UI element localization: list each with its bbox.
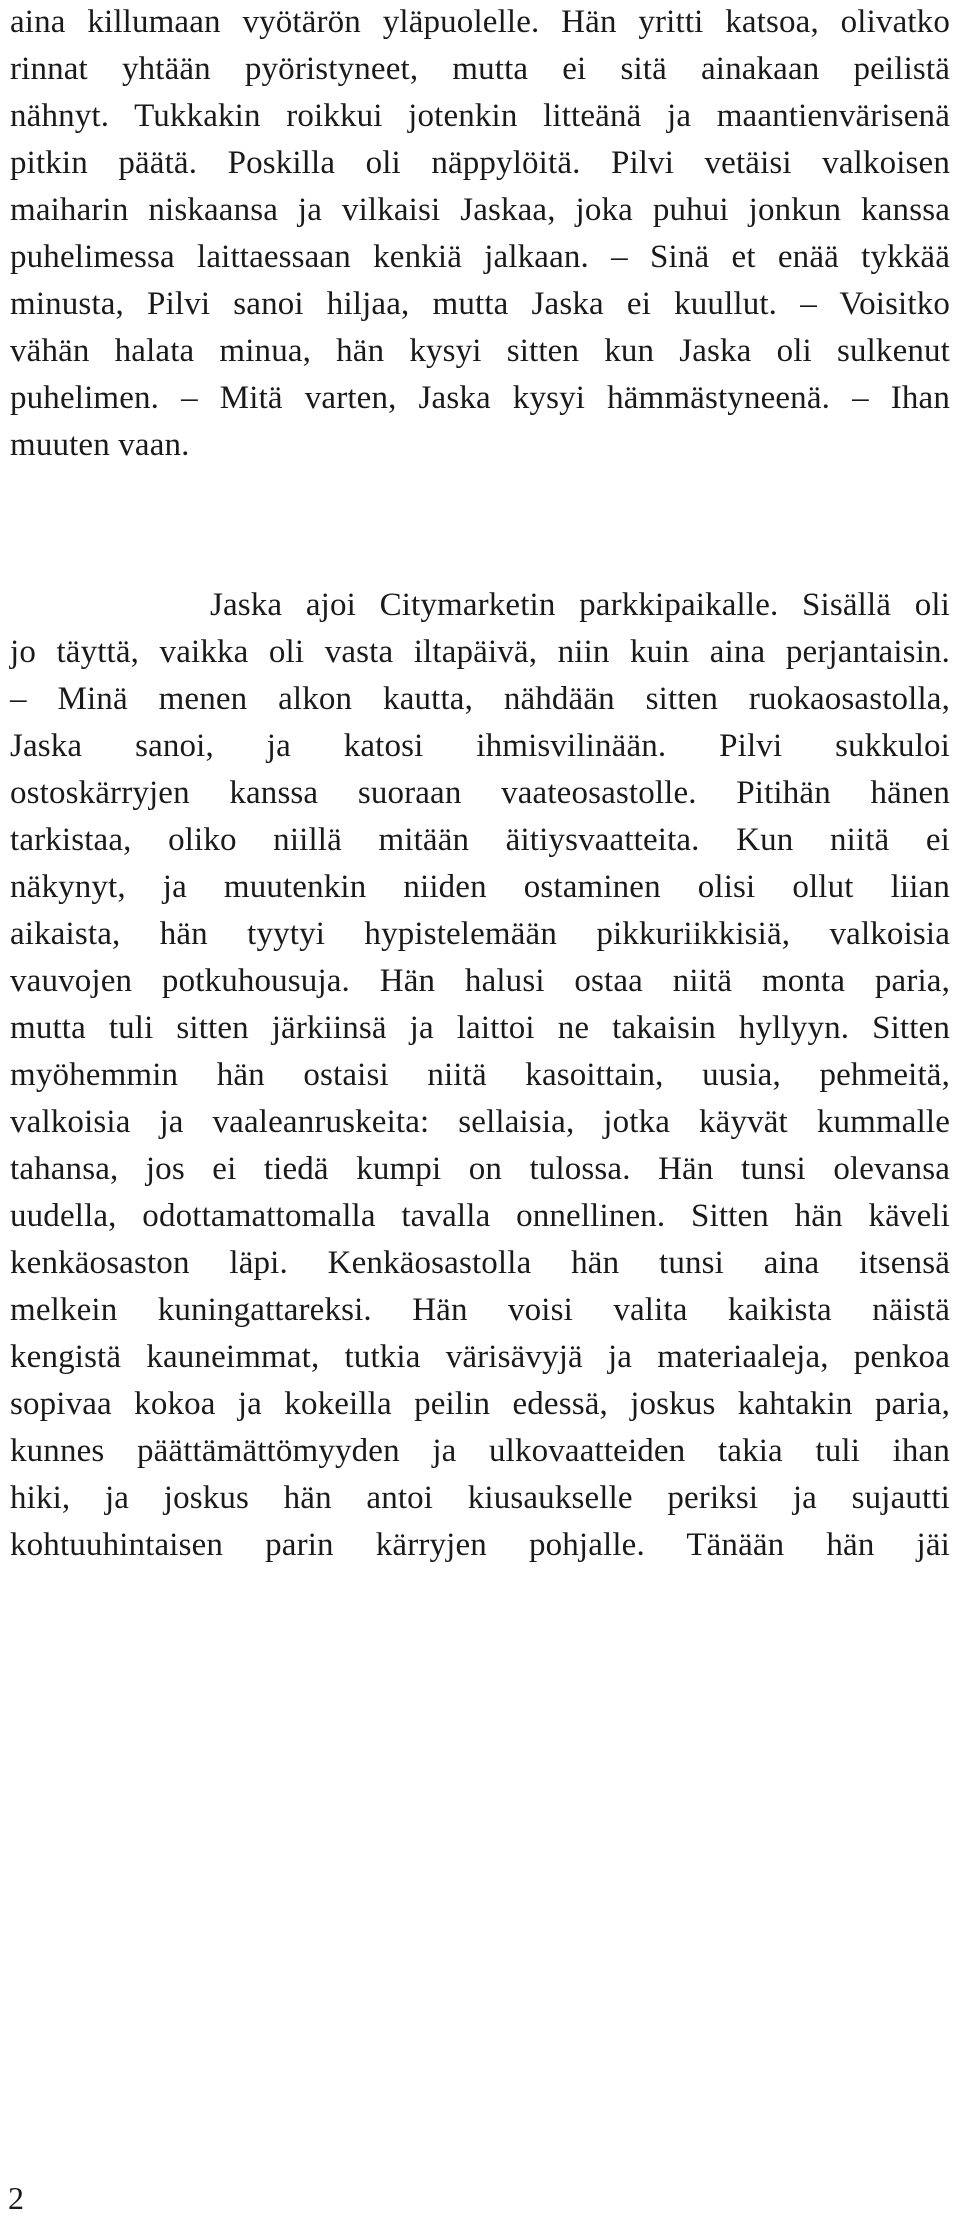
text-line: Jaska ajoi Citymarketin parkkipaikalle. Sisällä oli [210,587,950,623]
text-line: aikaista, hän tyytyi hypistelemään pikkuriikkisiä, valkoisia [10,916,950,952]
text-line: maiharin niskaansa ja vilkaisi Jaskaa, joka puhui jonkun kanssa [10,192,950,228]
text-line: puhelimessa laittaessaan kenkiä jalkaan. – Sinä et enää tykkää [10,239,950,275]
text-line: nähnyt. Tukkakin roikkui jotenkin litteänä ja maantienvärisenä [10,98,950,134]
text-line: vauvojen potkuhousuja. Hän halusi ostaa niitä monta paria, [10,963,950,999]
text-line: jo täyttä, vaikka oli vasta iltapäivä, niin kuin aina perjantaisin. [10,634,950,670]
text-line: – Minä menen alkon kautta, nähdään sitten ruokaosastolla, [10,681,950,717]
text-line: vähän halata minua, hän kysyi sitten kun Jaska oli sulkenut [10,333,950,369]
text-line: puhelimen. – Mitä varten, Jaska kysyi hämmästyneenä. – Ihan [10,380,950,416]
text-line: uudella, odottamattomalla tavalla onnellinen. Sitten hän käveli [10,1198,950,1234]
text-line: kengistä kauneimmat, tutkia värisävyjä ja materiaaleja, penkoa [10,1339,950,1375]
text-line: sopivaa kokoa ja kokeilla peilin edessä, joskus kahtakin paria, [10,1386,950,1422]
page-number: 2 [8,2180,24,2216]
text-line: aina killumaan vyötärön yläpuolelle. Hän yritti katsoa, olivatko [10,4,950,40]
text-line: mutta tuli sitten järkiinsä ja laittoi ne takaisin hyllyyn. Sitten [10,1010,950,1046]
text-line: näkynyt, ja muutenkin niiden ostaminen olisi ollut liian [10,869,950,905]
text-line: tarkistaa, oliko niillä mitään äitiysvaatteita. Kun niitä ei [10,822,950,858]
text-line: kunnes päättämättömyyden ja ulkovaatteiden takia tuli ihan [10,1433,950,1469]
text-line: kenkäosaston läpi. Kenkäosastolla hän tunsi aina itsensä [10,1245,950,1281]
text-line: muuten vaan. [10,427,190,463]
text-line: pitkin päätä. Poskilla oli näppylöitä. Pilvi vetäisi valkoisen [10,145,950,181]
text-line: tahansa, jos ei tiedä kumpi on tulossa. Hän tunsi olevansa [10,1151,950,1187]
text-line: myöhemmin hän ostaisi niitä kasoittain, uusia, pehmeitä, [10,1057,950,1093]
text-line: Jaska sanoi, ja katosi ihmisvilinään. Pilvi sukkuloi [10,728,950,764]
text-line: melkein kuningattareksi. Hän voisi valita kaikista näistä [10,1292,950,1328]
text-line: ostoskärryjen kanssa suoraan vaateosastolle. Pitihän hänen [10,775,950,811]
text-line: hiki, ja joskus hän antoi kiusaukselle periksi ja sujautti [10,1480,950,1516]
text-line: kohtuuhintaisen parin kärryjen pohjalle. Tänään hän jäi [10,1527,950,1563]
text-line: minusta, Pilvi sanoi hiljaa, mutta Jaska ei kuullut. – Voisitko [10,286,950,322]
text-line: valkoisia ja vaaleanruskeita: sellaisia, jotka käyvät kummalle [10,1104,950,1140]
text-line: rinnat yhtään pyöristyneet, mutta ei sitä ainakaan peilistä [10,51,950,87]
